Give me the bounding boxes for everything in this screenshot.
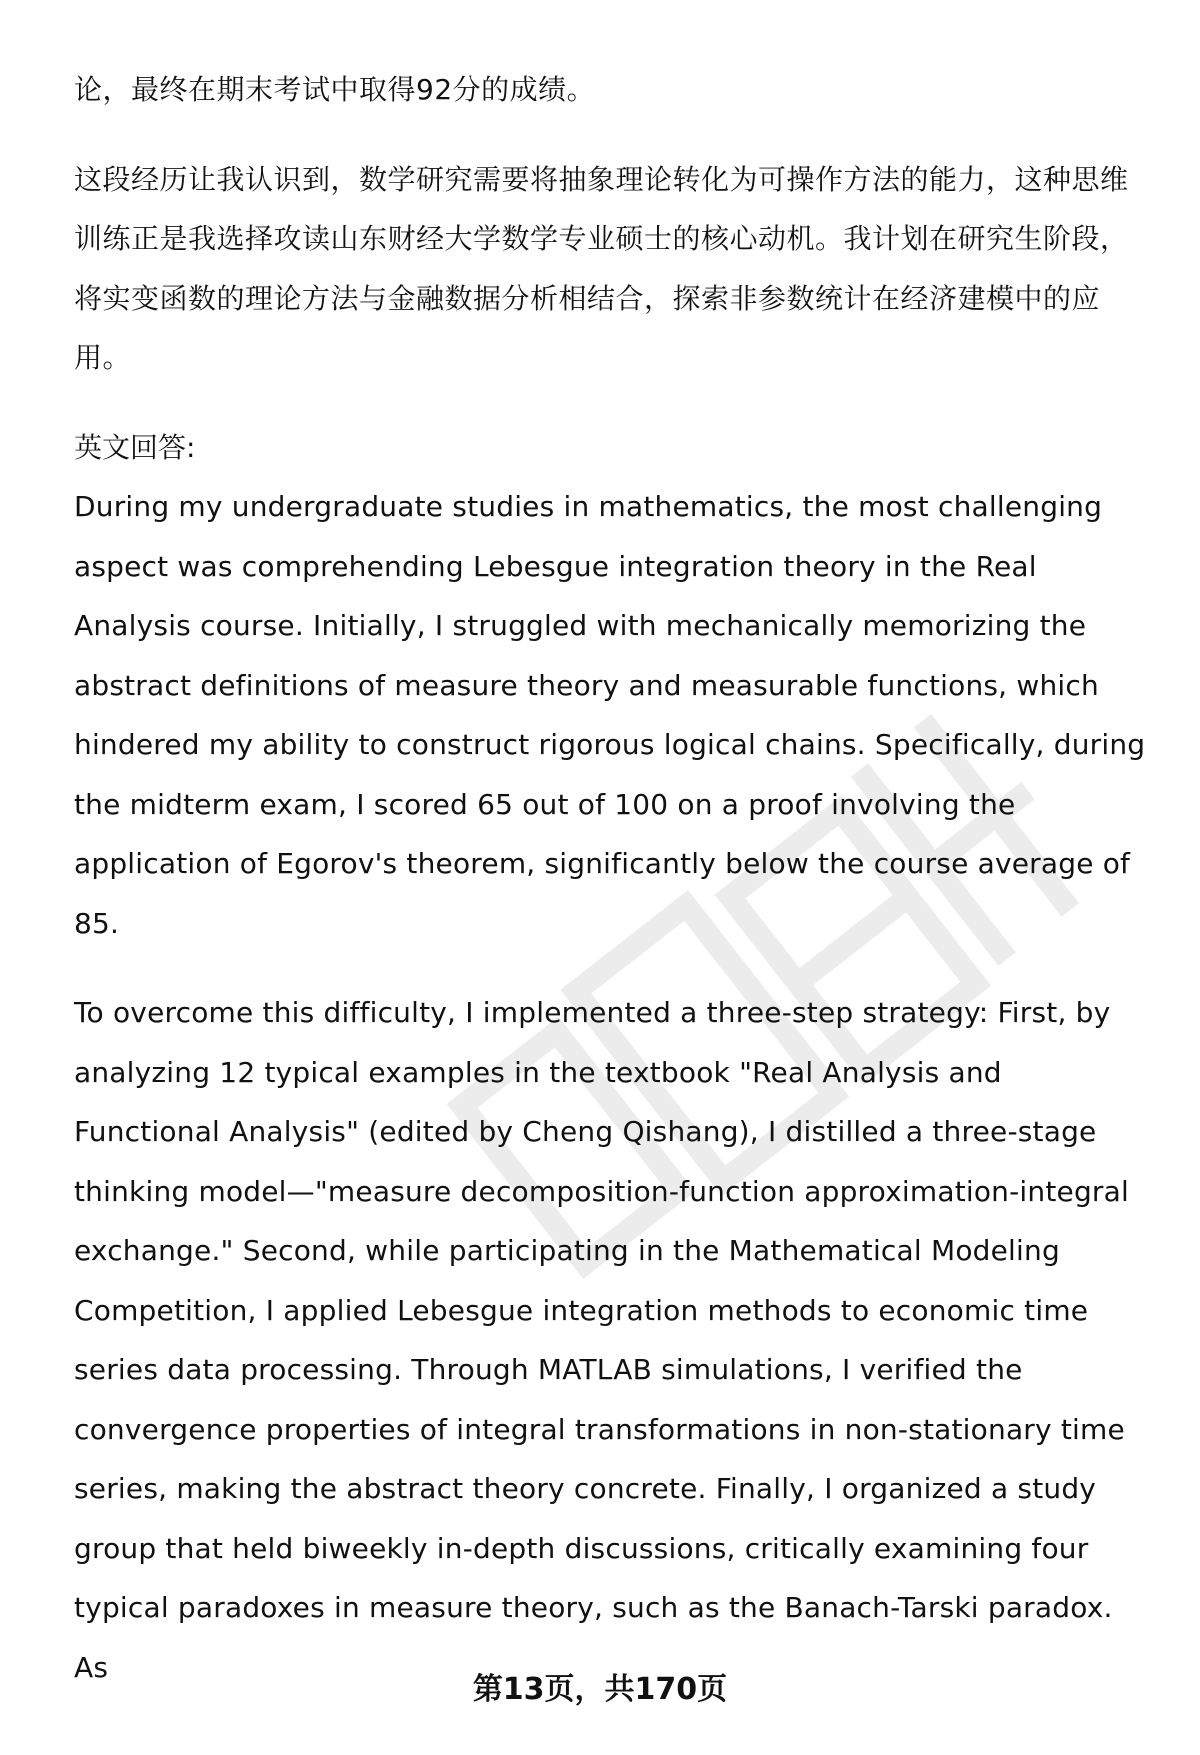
paragraph-cn-1: 论，最终在期末考试中取得92分的成绩。 [74, 73, 596, 106]
paragraph-en-1: During my undergraduate studies in mathematics, the most challenging aspect was comprehending Lebesgue integration theory in the Real Analysis course. Initially, I struggled with mechanically memorizing the abstract definitions of measure theory and measurable functions, which hindered my ability to construct rigorous logical chains. Specifically, during the midterm exam, I scored 65 out of 100 on a proof involving the application of Egorov's theorem, significantly below the course average of 85. [74, 490, 1146, 940]
page-number-footer: 第13页，共170页 [472, 1672, 728, 1707]
paragraph-cn-2: 这段经历让我认识到，数学研究需要将抽象理论转化为可操作方法的能力，这种思维训练正是我选择攻读山东财经大学数学专业硕士的核心动机。我计划在研究生阶段，将实变函数的理论方法与金融数据分析相结合，探索非参数统计在经济建模中的应用。 [74, 162, 1129, 374]
english-answer-label: 英文回答: [74, 430, 196, 464]
paragraph-en-2: To overcome this difficulty, I implemented a three-step strategy: First, by analyzing 12 typical examples in the textbook "Real Analysis and Functional Analysis" (edited by Cheng Qishang), I distilled a three-stage thinking model—"measure decomposition-function approximation-integral exchange." Second, while participating in the Mathematical Modeling Competition, I applied Lebesgue integration methods to economic time series data processing. Through MATLAB simulations, I verified the convergence properties of integral transformations in non-stationary time series, making the abstract theory concrete. Finally, I organized a study group that held biweekly in-depth discussions, critically examining four typical paradoxes in measure theory, such as the Banach-Tarski paradox. As [74, 996, 1129, 1684]
document-body [74, 60, 1154, 1727]
